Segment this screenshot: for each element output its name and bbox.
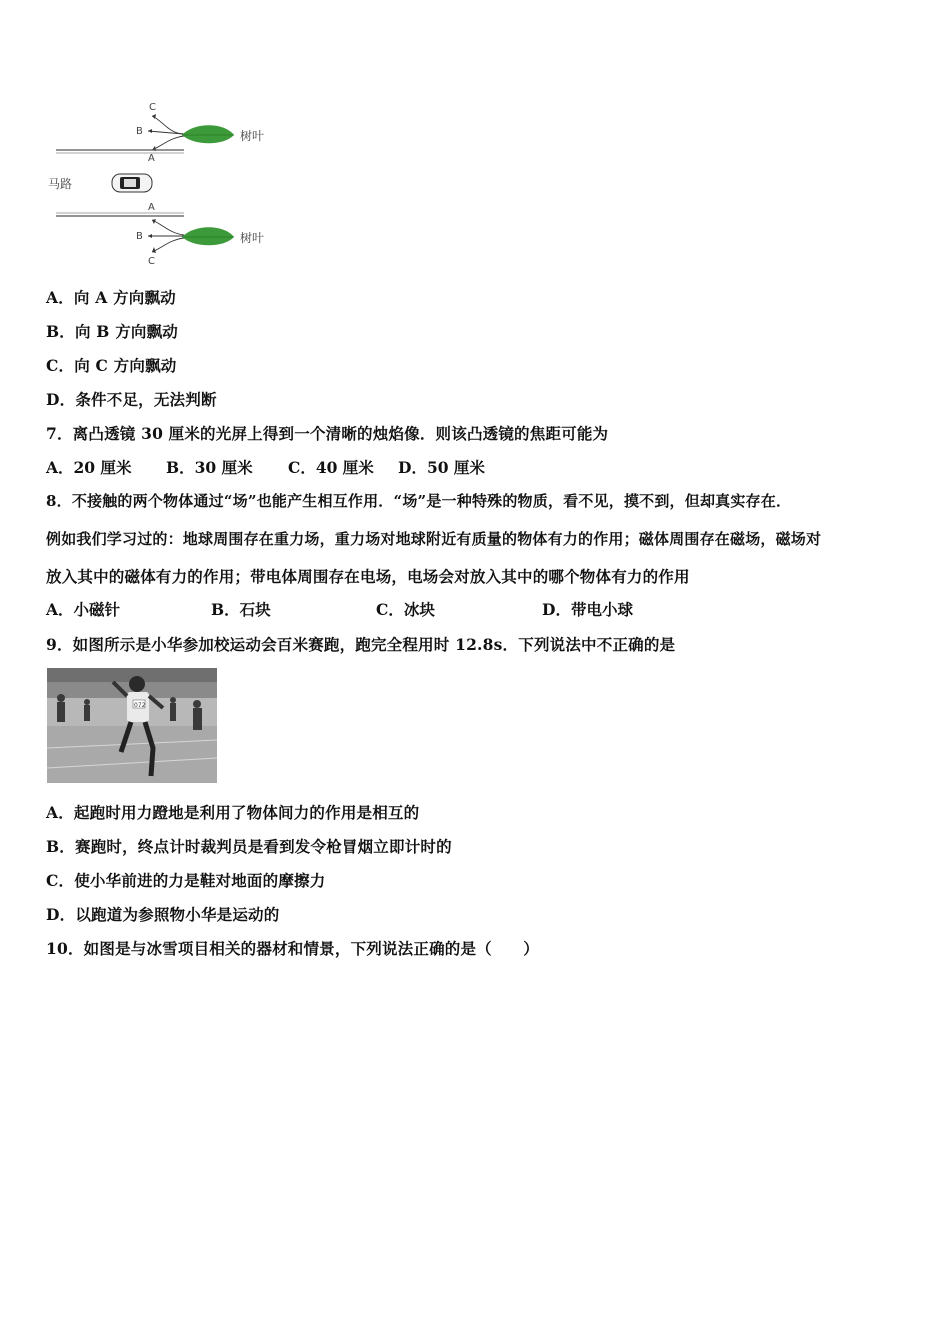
road-label: 马路 (48, 177, 73, 191)
q8-option-a: A．小磁针 (46, 600, 121, 619)
q6-option-d: D．条件不足，无法判断 (46, 390, 217, 409)
q6-option-a: A．向 A 方向飘动 (46, 288, 176, 307)
q9-option-a: A．起跑时用力蹬地是利用了物体间力的作用是相互的 (46, 803, 420, 822)
q7-option-b: B．30 厘米 (166, 458, 253, 477)
leaf-label-bottom: 树叶 (240, 231, 265, 245)
q8-option-b: B．石块 (211, 600, 271, 619)
q8-option-d: D．带电小球 (542, 600, 633, 619)
label-a-top: A (148, 153, 155, 164)
q7-option-d: D．50 厘米 (398, 458, 485, 477)
label-b-bottom: B (136, 231, 143, 242)
q8-option-c: C．冰块 (376, 600, 435, 619)
leaf-icon-top (182, 125, 234, 143)
q6-option-c: C．向 C 方向飘动 (46, 356, 177, 375)
top-arrowheads (148, 114, 156, 151)
q7-option-a: A．20 厘米 (46, 458, 132, 477)
car-icon (112, 174, 152, 192)
q9-option-d: D．以跑道为参照物小华是运动的 (46, 905, 280, 924)
q8-stem-line-1: 8．不接触的两个物体通过“场”也能产生相互作用．“场”是一种特殊的物质，看不见，摸不到，但却真实存在． (46, 492, 792, 510)
q8-stem-line-3: 放入其中的磁体有力的作用；带电体周围存在电场，电场会对放入其中的哪个物体有力的作用 (46, 567, 690, 586)
road-leaf-diagram (44, 98, 284, 270)
label-c-bottom: C (148, 256, 155, 267)
bottom-airflow-arrows (148, 220, 184, 252)
running-race-photo (47, 668, 217, 783)
leaf-label-top: 树叶 (240, 129, 265, 143)
label-a-bottom: A (148, 202, 155, 213)
q10-stem: 10．如图是与冰雪项目相关的器材和情景，下列说法正确的是（ ） (46, 939, 539, 958)
q6-option-b: B．向 B 方向飘动 (46, 322, 178, 341)
leaf-icon-bottom (182, 227, 234, 245)
runner-bib-number: 072 (134, 702, 146, 709)
label-c-top: C (149, 102, 156, 113)
q9-option-b: B．赛跑时，终点计时裁判员是看到发令枪冒烟立即计时的 (46, 837, 452, 856)
q9-stem: 9．如图所示是小华参加校运动会百米赛跑，跑完全程用时 12.8s．下列说法中不正确的是 (46, 635, 676, 654)
q7-option-c: C．40 厘米 (288, 458, 374, 477)
q9-option-c: C．使小华前进的力是鞋对地面的摩擦力 (46, 871, 326, 890)
q7-stem: 7．离凸透镜 30 厘米的光屏上得到一个清晰的烛焰像．则该凸透镜的焦距可能为 (46, 424, 609, 443)
label-b-top: B (136, 126, 143, 137)
top-airflow-arrows (148, 116, 184, 150)
q8-stem-line-2: 例如我们学习过的：地球周围存在重力场，重力场对地球附近有质量的物体有力的作用；磁体周围存在磁场，磁场对 (46, 530, 822, 548)
